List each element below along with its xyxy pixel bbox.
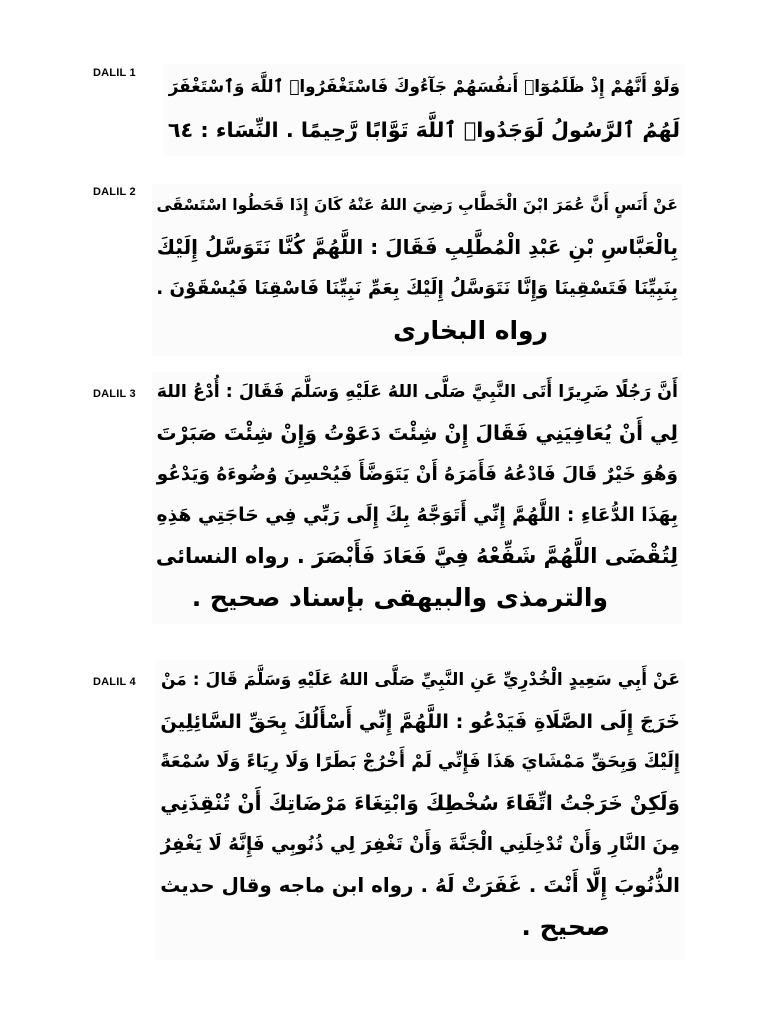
dalil-3-arabic-text <box>152 372 682 624</box>
text-line: بِالْعَبَّاسِ بْنِ عَبْدِ الْمُطَّلِبِ فَقَالَ : اللَّهُمَّ كُنَّا نَتَوَسَّلُ إِلَيْكَ <box>156 235 678 259</box>
text-line: لِتُقْضَى اللَّهُمَّ شَفِّعْهُ فِيَّ فَعَادَ فَأَبْصَرَ . رواه النسائى <box>155 544 678 568</box>
text-line: وَلَكِنْ خَرَجْتُ اتِّقَاءَ سُخْطِكَ وَابْتِغَاءَ مَرْضَاتِكَ أَنْ تُنْقِذَنِي <box>160 791 680 815</box>
text-line: أَنَّ رَجُلًا ضَرِيرًا أَتَى النَّبِيَّ صَلَّى اللهُ عَلَيْهِ وَسَلَّمَ فَقَالَ : أُدْعُ اللهَ <box>156 382 678 402</box>
dalil-2-label: DALIL 2 <box>93 186 136 198</box>
text-line: عَنْ أَبِي سَعِيدٍ الْخُدْرِيِّ عَنِ النَّبِيِّ صَلَّى اللهُ عَلَيْهِ وَسَلَّمَ قَالَ : مَنْ <box>160 670 680 690</box>
text-line: مِنَ النَّارِ وَأَنْ تُدْخِلَنِي الْجَنَّةَ وَأَنْ تَغْفِرَ لِي ذُنُوبِي فَإِنَّهُ لَا يَغْفِرُ <box>160 834 680 855</box>
text-line: وَلَوْ أَنَّهُمْ إِذْ ظَلَمُوٓا۟ أَنفُسَهُمْ جَآءُوكَ فَاسْتَغْفَرُوا۟ ٱللَّهَ وَٱسْتَغْفَرَ <box>168 76 680 96</box>
dalil-1-label: DALIL 1 <box>93 67 136 79</box>
text-line: لَهُمُ ٱلرَّسُولُ لَوَجَدُوا۟ ٱللَّهَ تَوَّابًا رَّحِيمًا . النِّسَاء : ٦٤ <box>167 118 680 142</box>
source-citation: صحيح . <box>521 912 610 941</box>
text-line: بِهَذَا الدُّعَاءِ : اللَّهُمَّ إِنِّي أَتَوَجَّهُ بِكَ إِلَى رَبِّي فِي حَاجَتِي هَذِهِ <box>156 505 678 526</box>
text-line: عَنْ أَنَسٍ أَنَّ عُمَرَ ابْنَ الْخَطَّابِ رَضِيَ اللهُ عَنْهُ كَانَ إِذَا قَحَطُوا اسْتَسْقَى <box>156 195 678 214</box>
dalil-3-label: DALIL 3 <box>93 388 136 400</box>
text-line: خَرَجَ إِلَى الصَّلَاةِ فَيَدْعُو : اللَّهُمَّ إِنِّي أَسْأَلُكَ بِحَقِّ السَّائِلِينَ <box>160 710 680 733</box>
dalil-4-label: DALIL 4 <box>93 676 136 688</box>
source-citation: والترمذى والبيهقى بإسناد صحيح . <box>191 583 608 612</box>
text-line: لِي أَنْ يُعَافِيَنِي فَقَالَ إِنْ شِئْتَ دَعَوْتُ وَإِنْ شِئْتَ صَبَرْتَ <box>156 421 678 445</box>
text-line: وَهُوَ خَيْرٌ قَالَ فَادْعُهُ فَأَمَرَهُ أَنْ يَتَوَضَّأَ فَيُحْسِنَ وُضُوءَهُ وَيَدْعُو <box>156 464 678 485</box>
dalil-4-arabic-text <box>156 660 684 960</box>
text-line: الذُّنُوبَ إِلَّا أَنْتَ . غَفَرَتْ لَهُ . رواه ابن ماجه وقال حديث <box>160 874 680 897</box>
source-citation: رواه البخارى <box>393 316 548 345</box>
text-line: بِنَبِيِّنَا فَتَسْقِينَا وَإِنَّا نَتَوَسَّلُ إِلَيْكَ بِعَمِّ نَبِيِّنَا فَاسْقِنَا فَيُسْقَوْنَ . <box>156 278 678 299</box>
text-line: إِلَيْكَ وَبِحَقِّ مَمْشَايَ هَذَا فَإِنِّي لَمْ أَخْرُجْ بَطَرًا وَلَا رِيَاءً وَلَا سُمْعَةً <box>160 752 680 772</box>
dalil-2-arabic-text <box>152 184 682 356</box>
dalil-1-arabic-text <box>164 64 684 156</box>
